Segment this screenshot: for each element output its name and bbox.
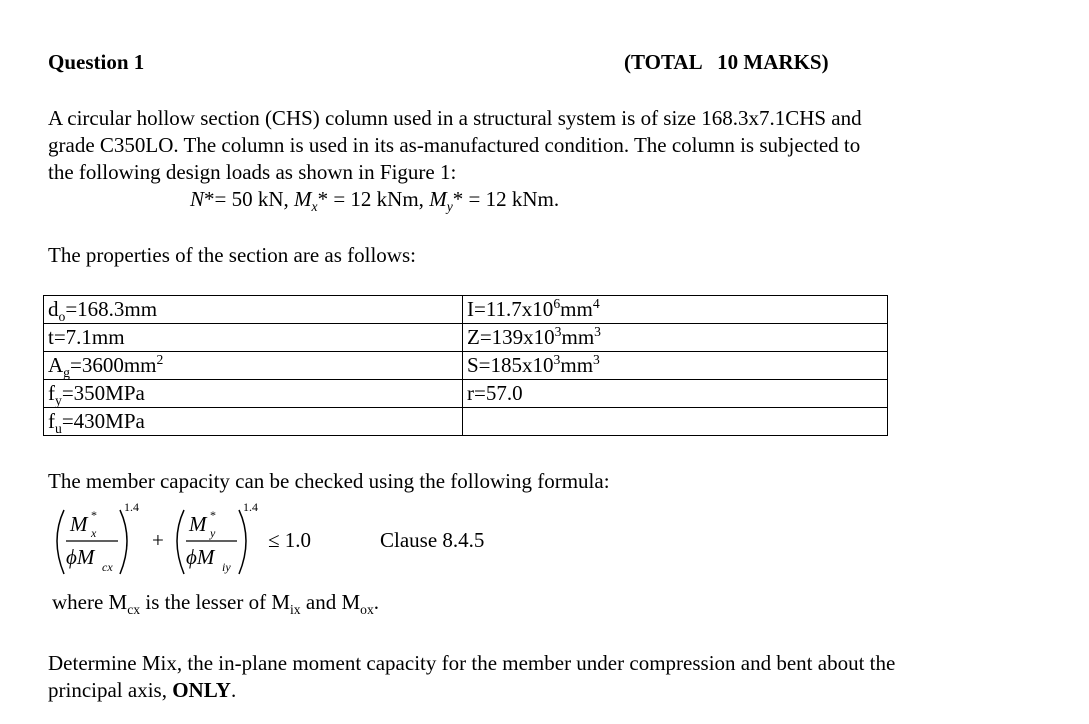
- table-row: [44, 324, 888, 352]
- load-my-symbol: M: [429, 187, 447, 211]
- term1-sub-x: x: [91, 526, 97, 540]
- load-mx-symbol: M: [294, 187, 312, 211]
- prop-i: $I=11.7x10^6mm^4$: [463, 296, 888, 324]
- table-row: [44, 380, 888, 408]
- formula-leq: ≤ 1.0: [268, 528, 312, 552]
- prop-ag: $A_g=3600mm^2$: [44, 352, 463, 380]
- prop-t: t=7.1mm: [44, 324, 463, 352]
- load-mx-value: * = 12 kNm,: [317, 187, 430, 211]
- properties-table: [43, 295, 888, 436]
- prop-z: $Z=139x10^3mm^3$: [463, 324, 888, 352]
- term2-star: *: [210, 508, 216, 522]
- question-marks: (TOTAL 10 MARKS): [624, 50, 829, 74]
- term2-numerator-m: M: [189, 512, 207, 536]
- determine-line-1: Determine Mix, the in-plane moment capacity for the member under compression and bent about the: [48, 651, 896, 675]
- design-loads: [190, 186, 559, 213]
- prop-do: $d_o=168.3mm$: [44, 296, 463, 324]
- prop-r: r=57.0: [463, 380, 888, 408]
- term1-numerator-m: M: [70, 512, 88, 536]
- load-mx-sub: x: [311, 199, 318, 215]
- term2-sub-iy: iy: [222, 560, 231, 574]
- capacity-formula: [46, 500, 566, 582]
- prop-fy: $f_y=350MPa$: [44, 380, 463, 408]
- formula-heading: The member capacity can be checked using the following formula:: [48, 469, 610, 493]
- term1-exponent: 1.4: [124, 500, 139, 514]
- formula-plus: +: [152, 528, 164, 552]
- emphasis-only: ONLY: [172, 678, 231, 702]
- intro-line-2: grade C350LO. The column is used in its as-manufactured condition. The column is subjected to: [48, 133, 861, 157]
- table-row: [44, 296, 888, 324]
- term2-sub-y: y: [210, 526, 216, 540]
- intro-line-1: A circular hollow section (CHS) column used in a structural system is of size 168.3x7.1CHS and: [48, 106, 862, 130]
- load-my-value: * = 12 kNm.: [452, 187, 560, 211]
- prop-s: $S=185x10^3mm^3$: [463, 352, 888, 380]
- table-row: [44, 408, 888, 436]
- load-n-value: *= 50 kN,: [204, 187, 295, 211]
- intro-line-3: the following design loads as shown in Figure 1:: [48, 160, 457, 184]
- term1-denominator: ϕM: [66, 545, 95, 569]
- term1-star: *: [91, 508, 97, 522]
- term2-exponent: 1.4: [243, 500, 258, 514]
- load-my-sub: y: [446, 199, 453, 215]
- table-row: [44, 352, 888, 380]
- properties-heading: The properties of the section are as follows:: [48, 243, 416, 267]
- load-n-symbol: N: [190, 187, 205, 211]
- where-line: where $M_{cx}$ is the lesser of $M_{ix}$ and $M_{ox}$.: [52, 590, 380, 618]
- determine-line-2: principal axis, ONLY.: [48, 678, 237, 702]
- term1-sub-cx: cx: [102, 560, 113, 574]
- question-title: Question 1: [48, 50, 145, 74]
- prop-fu: $f_u=430MPa$: [44, 408, 463, 436]
- term2-denominator: ϕM: [186, 545, 215, 569]
- prop-empty: [463, 408, 888, 436]
- formula-clause: Clause 8.4.5: [380, 528, 485, 552]
